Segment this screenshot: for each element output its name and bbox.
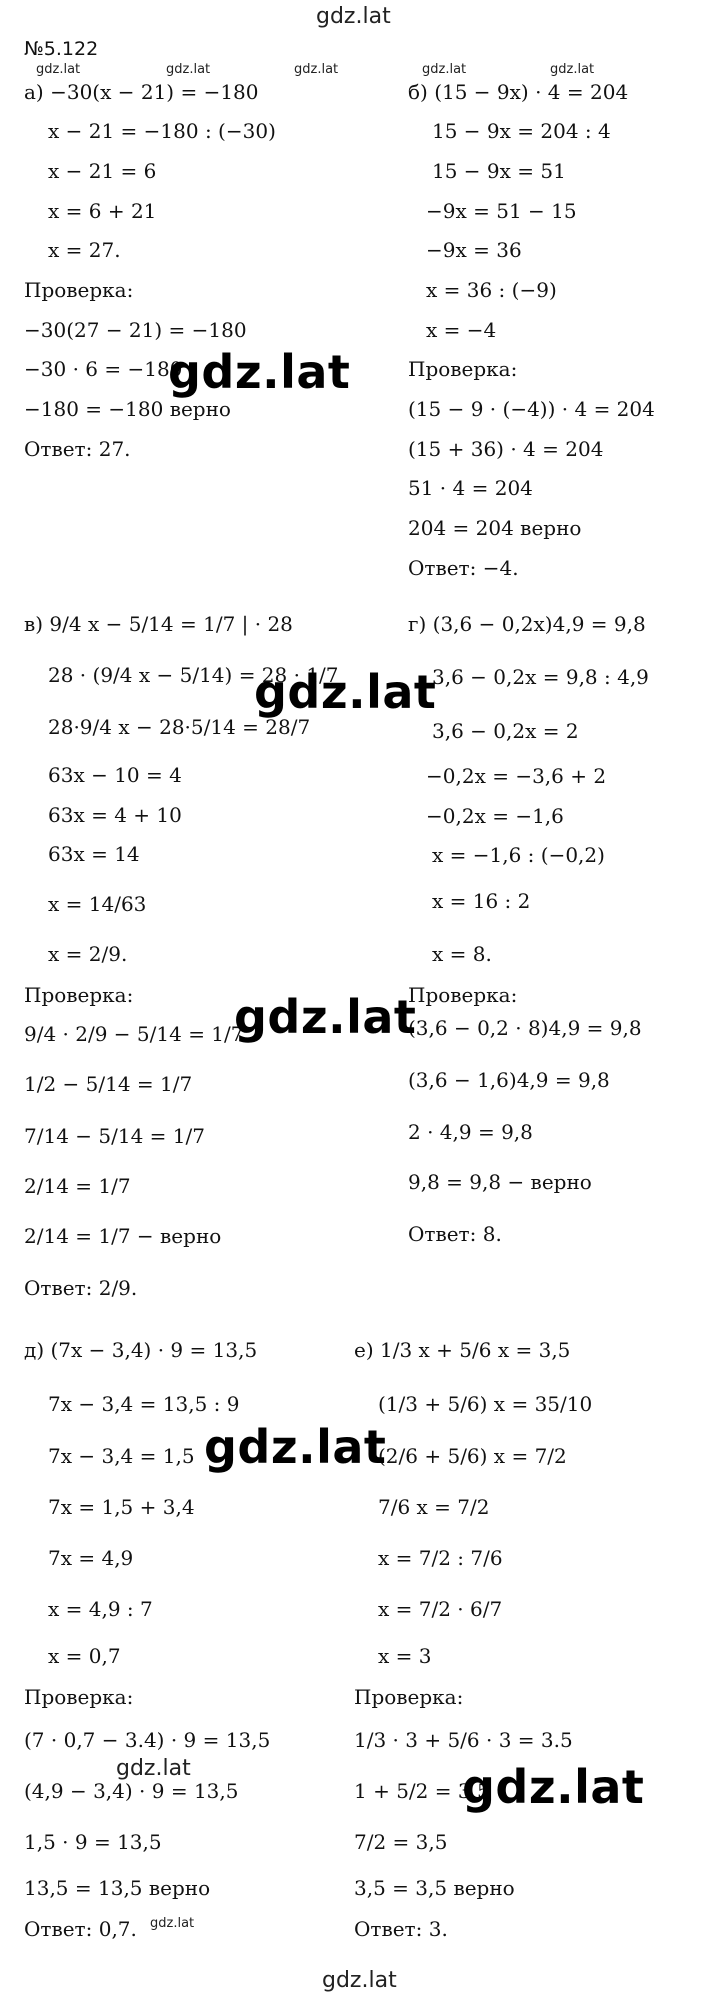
part-g-line: −0,2x = −3,6 + 2 bbox=[426, 764, 607, 788]
part-d-line: x = 0,7 bbox=[48, 1644, 121, 1668]
part-d-line: д) (7x − 3,4) · 9 = 13,5 bbox=[24, 1338, 258, 1362]
watermark-medium: gdz.lat bbox=[116, 1756, 191, 1781]
part-b-line: 15 − 9x = 204 : 4 bbox=[432, 119, 611, 143]
part-b-line: 51 · 4 = 204 bbox=[408, 476, 533, 500]
watermark-large: gdz.lat bbox=[462, 1760, 645, 1814]
part-v-line: 28 · (9/4 x − 5/14) = 28 · 1/7 bbox=[48, 663, 339, 687]
part-g-line: x = −1,6 : (−0,2) bbox=[432, 843, 605, 867]
part-g-line: (3,6 − 1,6)4,9 = 9,8 bbox=[408, 1068, 610, 1092]
part-d-line: (7 · 0,7 − 3.4) · 9 = 13,5 bbox=[24, 1728, 271, 1752]
part-a-answer: Ответ: 27. bbox=[24, 437, 131, 461]
part-a-line: −180 = −180 верно bbox=[24, 397, 231, 421]
part-g-line: (3,6 − 0,2 · 8)4,9 = 9,8 bbox=[408, 1016, 642, 1040]
part-a-line: x = 27. bbox=[48, 238, 121, 262]
part-g-line: 9,8 = 9,8 − верно bbox=[408, 1170, 592, 1194]
part-e-line: е) 1/3 x + 5/6 x = 3,5 bbox=[354, 1338, 571, 1362]
part-g-line: 2 · 4,9 = 9,8 bbox=[408, 1120, 533, 1144]
part-d-line: 7x − 3,4 = 13,5 : 9 bbox=[48, 1392, 240, 1416]
part-d-answer: Ответ: 0,7. bbox=[24, 1917, 137, 1941]
part-d-line: 7x = 1,5 + 3,4 bbox=[48, 1495, 195, 1519]
part-g-line: −0,2x = −1,6 bbox=[426, 804, 564, 828]
part-g-line: x = 8. bbox=[432, 942, 492, 966]
part-g-answer: Ответ: 8. bbox=[408, 1222, 502, 1246]
part-d-line: 13,5 = 13,5 верно bbox=[24, 1876, 211, 1900]
part-e-line: x = 7/2 · 6/7 bbox=[378, 1597, 503, 1621]
part-a-check-label: Проверка: bbox=[24, 278, 134, 302]
part-v-line: x = 14/63 bbox=[48, 892, 147, 916]
watermark-large: gdz.lat bbox=[204, 1420, 387, 1474]
watermark-small: gdz.lat bbox=[166, 62, 211, 77]
part-b-line: x = −4 bbox=[426, 318, 497, 342]
part-e-line: 1/3 · 3 + 5/6 · 3 = 3.5 bbox=[354, 1728, 573, 1752]
part-v-line: 63x = 14 bbox=[48, 842, 140, 866]
part-e-line: 3,5 = 3,5 верно bbox=[354, 1876, 515, 1900]
part-g-line: x = 16 : 2 bbox=[432, 889, 531, 913]
part-b-answer: Ответ: −4. bbox=[408, 556, 519, 580]
part-g-check-label: Проверка: bbox=[408, 983, 518, 1007]
watermark-small: gdz.lat bbox=[422, 62, 467, 77]
part-a-line: −30 · 6 = −180 bbox=[24, 357, 183, 381]
part-v-line: 1/2 − 5/14 = 1/7 bbox=[24, 1072, 193, 1096]
part-e-line: x = 7/2 : 7/6 bbox=[378, 1546, 503, 1570]
part-b-line: 204 = 204 верно bbox=[408, 516, 582, 540]
part-b-check-label: Проверка: bbox=[408, 357, 518, 381]
part-b-line: 15 − 9x = 51 bbox=[432, 159, 566, 183]
part-v-line: 2/14 = 1/7 bbox=[24, 1174, 131, 1198]
part-v-line: в) 9/4 x − 5/14 = 1/7 | · 28 bbox=[24, 612, 293, 636]
part-a-line: x − 21 = −180 : (−30) bbox=[48, 119, 276, 143]
part-e-line: (2/6 + 5/6) x = 7/2 bbox=[378, 1444, 567, 1468]
watermark-small: gdz.lat bbox=[294, 62, 339, 77]
part-e-line: (1/3 + 5/6) x = 35/10 bbox=[378, 1392, 593, 1416]
part-d-check-label: Проверка: bbox=[24, 1685, 134, 1709]
watermark-large: gdz.lat bbox=[254, 665, 437, 719]
part-v-line: 9/4 · 2/9 − 5/14 = 1/7 bbox=[24, 1022, 244, 1046]
part-v-check-label: Проверка: bbox=[24, 983, 134, 1007]
watermark-large: gdz.lat bbox=[168, 345, 351, 399]
part-e-check-label: Проверка: bbox=[354, 1685, 464, 1709]
part-b-line: −9x = 51 − 15 bbox=[426, 199, 577, 223]
part-v-line: 7/14 − 5/14 = 1/7 bbox=[24, 1124, 205, 1148]
part-e-answer: Ответ: 3. bbox=[354, 1917, 448, 1941]
part-b-line: (15 + 36) · 4 = 204 bbox=[408, 437, 604, 461]
part-d-line: x = 4,9 : 7 bbox=[48, 1597, 153, 1621]
part-d-line: 1,5 · 9 = 13,5 bbox=[24, 1830, 162, 1854]
part-v-line: 63x − 10 = 4 bbox=[48, 763, 182, 787]
part-a-line: x − 21 = 6 bbox=[48, 159, 157, 183]
part-b-line: x = 36 : (−9) bbox=[426, 278, 557, 302]
part-b-line: б) (15 − 9x) · 4 = 204 bbox=[408, 80, 629, 104]
part-a-line: x = 6 + 21 bbox=[48, 199, 157, 223]
part-g-line: 3,6 − 0,2x = 9,8 : 4,9 bbox=[432, 665, 649, 689]
watermark-small: gdz.lat bbox=[150, 1916, 195, 1931]
part-v-line: 63x = 4 + 10 bbox=[48, 803, 182, 827]
part-e-line: x = 3 bbox=[378, 1644, 432, 1668]
watermark-large: gdz.lat bbox=[234, 990, 417, 1044]
problem-number: №5.122 bbox=[24, 38, 99, 60]
part-e-line: 1 + 5/2 = 3,5 bbox=[354, 1779, 490, 1803]
part-g-line: г) (3,6 − 0,2x)4,9 = 9,8 bbox=[408, 612, 646, 636]
watermark-small: gdz.lat bbox=[36, 62, 81, 77]
watermark-small: gdz.lat bbox=[550, 62, 595, 77]
part-v-line: 28·9/4 x − 28·5/14 = 28/7 bbox=[48, 715, 311, 739]
part-d-line: (4,9 − 3,4) · 9 = 13,5 bbox=[24, 1779, 239, 1803]
part-v-line: x = 2/9. bbox=[48, 942, 128, 966]
part-e-line: 7/2 = 3,5 bbox=[354, 1830, 448, 1854]
part-a-line: −30(27 − 21) = −180 bbox=[24, 318, 247, 342]
part-b-line: (15 − 9 · (−4)) · 4 = 204 bbox=[408, 397, 655, 421]
part-g-line: 3,6 − 0,2x = 2 bbox=[432, 719, 579, 743]
part-a-line: а) −30(x − 21) = −180 bbox=[24, 80, 259, 104]
part-b-line: −9x = 36 bbox=[426, 238, 522, 262]
part-v-line: 2/14 = 1/7 − верно bbox=[24, 1224, 222, 1248]
watermark-bottom: gdz.lat bbox=[322, 1968, 397, 1993]
part-v-answer: Ответ: 2/9. bbox=[24, 1276, 138, 1300]
watermark-top: gdz.lat bbox=[316, 4, 391, 29]
part-e-line: 7/6 x = 7/2 bbox=[378, 1495, 490, 1519]
part-d-line: 7x − 3,4 = 1,5 bbox=[48, 1444, 195, 1468]
part-d-line: 7x = 4,9 bbox=[48, 1546, 134, 1570]
